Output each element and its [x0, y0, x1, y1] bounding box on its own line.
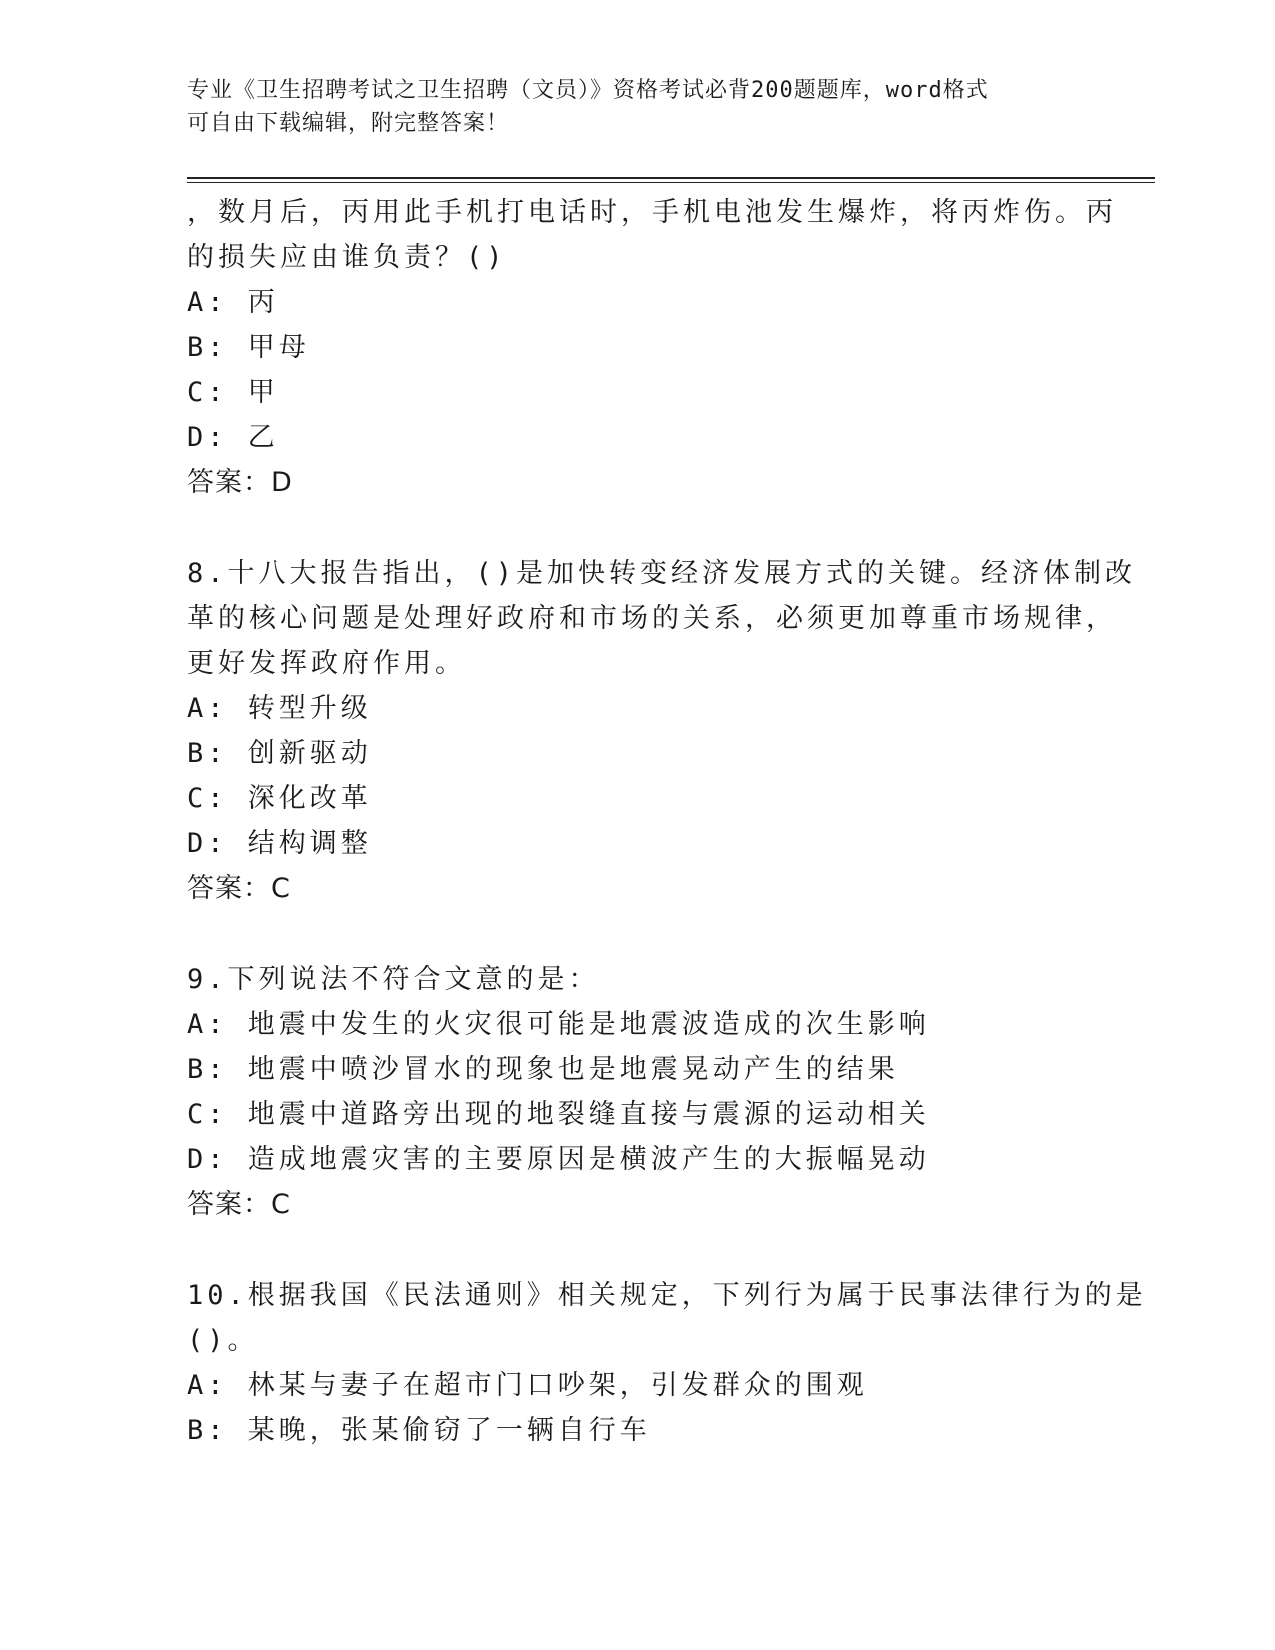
option-c: C: 甲: [187, 377, 279, 408]
question-8: [187, 551, 1137, 911]
question-stem-line: 革的核心问题是处理好政府和市场的关系，必须更加尊重市场规律，: [187, 603, 1117, 634]
option-b: B: 甲母: [187, 332, 310, 363]
option-c: C: 深化改革: [187, 783, 372, 814]
answer-line: 答案：C: [187, 1189, 291, 1220]
question-list: [187, 190, 1147, 1453]
option-d: D: 结构调整: [187, 828, 372, 859]
document-header: [187, 74, 1067, 140]
question-stem-line: 10.根据我国《民法通则》相关规定，下列行为属于民事法律行为的是: [187, 1280, 1147, 1311]
option-c: C: 地震中道路旁出现的地裂缝直接与震源的运动相关: [187, 1099, 930, 1130]
question-stem-line: 8.十八大报告指出，()是加快转变经济发展方式的关键。经济体制改: [187, 558, 1137, 589]
option-a: A: 林某与妻子在超市门口吵架，引发群众的围观: [187, 1370, 868, 1401]
question-9: [187, 957, 1087, 1227]
spacer: [187, 1227, 1087, 1273]
answer-line: 答案：C: [187, 873, 291, 904]
question-stem-line: 9.下列说法不符合文意的是：: [187, 964, 600, 995]
header-line-1: 专业《卫生招聘考试之卫生招聘（文员）》资格考试必背200题题库，word格式: [187, 78, 989, 103]
header-line-2: 可自由下载编辑，附完整答案！: [187, 111, 510, 136]
question-stem-line: 更好发挥政府作用。: [187, 648, 466, 679]
question-10: [187, 1273, 1147, 1453]
option-a: A: 丙: [187, 287, 279, 318]
option-d: D: 造成地震灾害的主要原因是横波产生的大振幅晃动: [187, 1144, 930, 1175]
option-a: A: 转型升级: [187, 693, 372, 724]
question-7: [187, 190, 1117, 505]
spacer: [187, 505, 1087, 551]
option-b: B: 创新驱动: [187, 738, 372, 769]
question-stem-line: 的损失应由谁负责？(): [187, 242, 507, 273]
option-b: B: 地震中喷沙冒水的现象也是地震晃动产生的结果: [187, 1054, 899, 1085]
option-d: D: 乙: [187, 422, 279, 453]
question-stem-line: ，数月后，丙用此手机打电话时，手机电池发生爆炸，将丙炸伤。丙: [187, 197, 1117, 228]
spacer: [187, 911, 1087, 957]
option-a: A: 地震中发生的火灾很可能是地震波造成的次生影响: [187, 1009, 930, 1040]
answer-line: 答案：D: [187, 467, 293, 498]
question-stem-line: ()。: [187, 1325, 259, 1356]
option-b: B: 某晚，张某偷窃了一辆自行车: [187, 1415, 651, 1446]
header-divider: [187, 177, 1155, 183]
